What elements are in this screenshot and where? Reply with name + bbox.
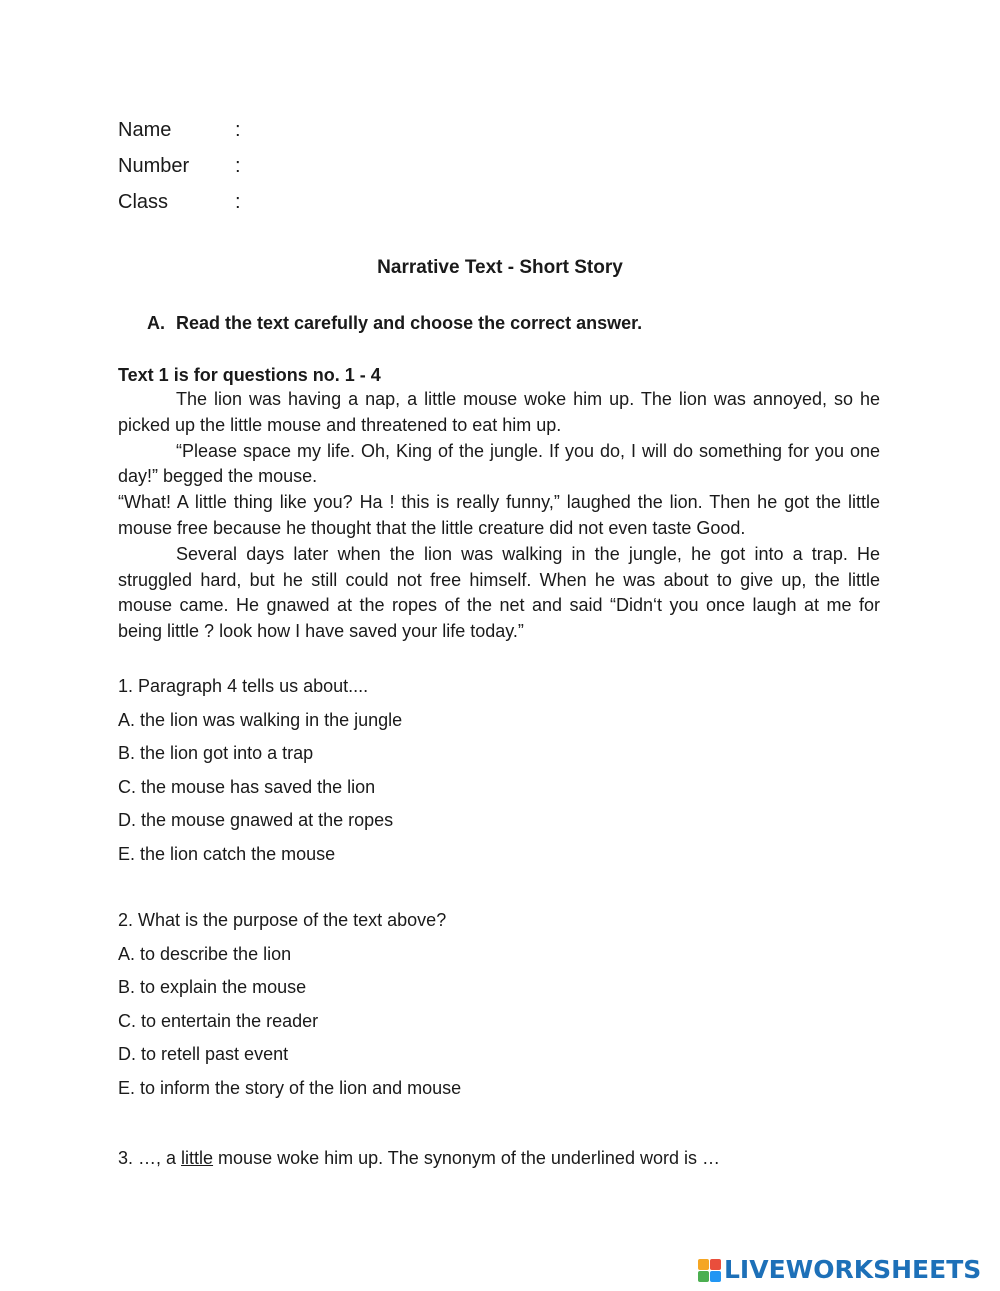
question-text: 1. Paragraph 4 tells us about.... <box>118 676 369 696</box>
underlined-word: little <box>181 1148 214 1168</box>
class-label: Class <box>118 191 169 213</box>
number-label: Number <box>118 155 190 177</box>
name-colon: : <box>235 119 241 141</box>
section-instruction <box>147 311 642 335</box>
answer-option[interactable]: E. to inform the story of the lion and mouse <box>118 1077 462 1098</box>
liveworksheets-logo-icon <box>698 1259 721 1282</box>
answer-option[interactable]: A. the lion was walking in the jungle <box>118 709 403 730</box>
answer-option[interactable]: B. the lion got into a trap <box>118 743 314 764</box>
page-title: Narrative Text - Short Story <box>377 257 623 278</box>
logo-tile <box>710 1259 721 1270</box>
text-heading: Text 1 is for questions no. 1 - 4 <box>118 365 381 385</box>
passage-paragraph-4: Several days later when the lion was walking in the jungle, he got into a trap. He struggled hard, but he still could not free himself. When he was about to give up, the little mouse came. He gnawed at the ropes of the net and said “Didn‘t you once laugh at me for being little ? look how I have saved your life today.” <box>118 543 880 642</box>
answer-option[interactable]: C. to entertain the reader <box>118 1010 319 1031</box>
logo-text: LIVEWORKSHEETS <box>724 1255 982 1284</box>
question-1 <box>118 674 880 876</box>
passage-paragraph-2: “Please space my life. Oh, King of the jungle. If you do, I will do something for you one day!” begged the mouse. <box>118 440 880 487</box>
answer-option[interactable]: A. to describe the lion <box>118 943 292 964</box>
logo-tile <box>698 1271 709 1282</box>
answer-option[interactable]: B. to explain the mouse <box>118 977 307 998</box>
question-text: 2. What is the purpose of the text above? <box>118 910 447 930</box>
liveworksheets-logo[interactable] <box>698 1256 981 1284</box>
answer-option[interactable]: D. to retell past event <box>118 1044 289 1065</box>
question-2 <box>118 908 880 1110</box>
logo-tile <box>698 1259 709 1270</box>
logo-tile <box>710 1271 721 1282</box>
question-3-prefix: 3. …, a <box>118 1148 182 1168</box>
answer-option[interactable]: C. the mouse has saved the lion <box>118 776 376 797</box>
answer-option[interactable]: E. the lion catch the mouse <box>118 843 336 864</box>
passage-paragraph-3: “What! A little thing like you? Ha ! this is really funny,” laughed the lion. Then he got the little mouse free because he thought that the little creature did not even taste Good. <box>118 492 880 538</box>
question-3 <box>118 1146 720 1170</box>
story-passage <box>118 387 880 645</box>
passage-paragraph-1: The lion was having a nap, a little mouse woke him up. The lion was annoyed, so he picked up the little mouse and threatened to eat him up. <box>118 389 880 435</box>
name-label: Name <box>118 119 172 141</box>
class-colon: : <box>235 191 241 213</box>
section-number: A. <box>147 313 165 333</box>
answer-option[interactable]: D. the mouse gnawed at the ropes <box>118 810 394 831</box>
question-3-suffix: mouse woke him up. The synonym of the underlined word is … <box>213 1148 720 1168</box>
section-instruction-text: Read the text carefully and choose the correct answer. <box>176 313 643 333</box>
number-colon: : <box>235 155 241 177</box>
